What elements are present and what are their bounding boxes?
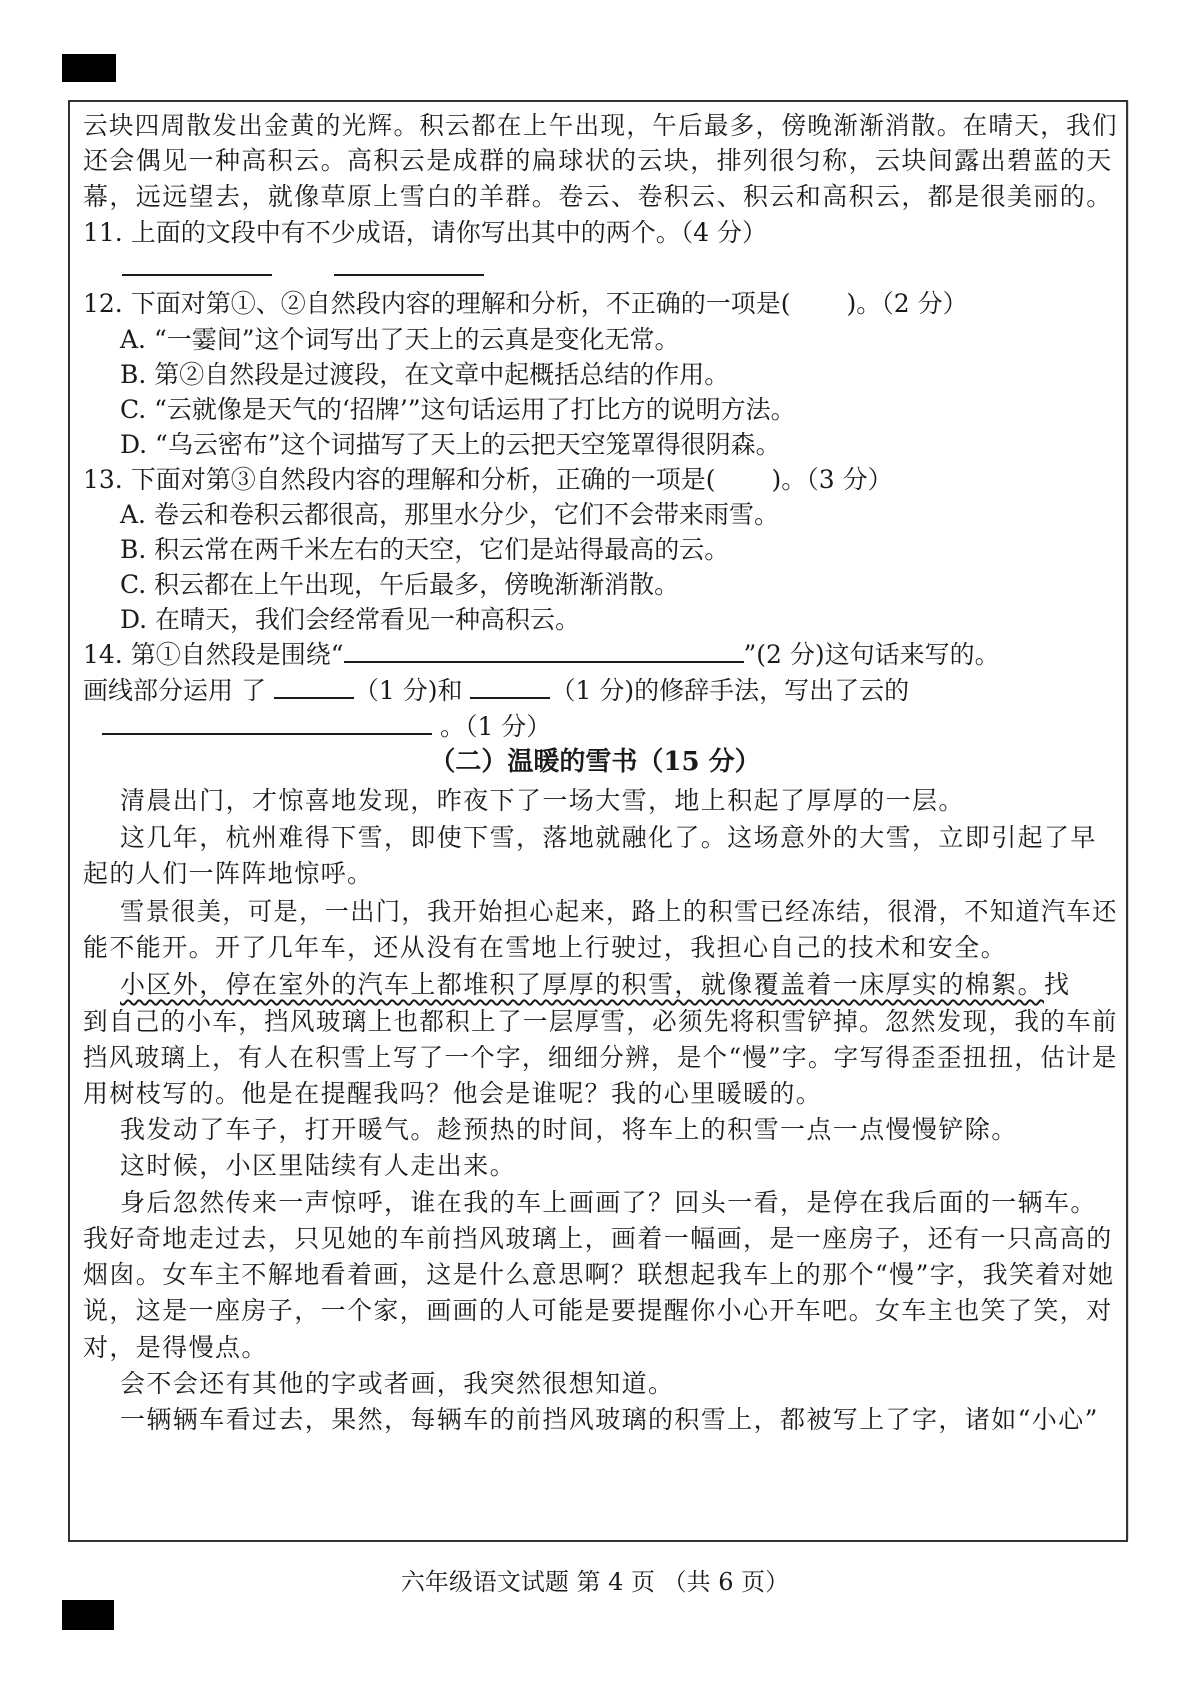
paragraph-text: 找: [1044, 970, 1071, 999]
question-12: [83, 289, 968, 319]
q13-option-a: A. 卷云和卷积云都很高，那里水分少，它们不会带来雨雪。: [120, 500, 779, 529]
passage-line: 幕，远远望去，就像草原上雪白的羊群。卷云、卷积云、积云和高积云，都是很美丽的。: [83, 182, 1113, 211]
question-14-line-3: [102, 712, 551, 742]
question-14-line-1: [83, 640, 1000, 670]
q12-option-c: C. “云就像是天气的‘招牌’”这句话运用了打比方的说明方法。: [120, 395, 796, 424]
registration-mark-top: [62, 54, 116, 82]
q14-text-1: 14. 第①自然段是围绕“: [83, 640, 344, 669]
question-11: 11. 上面的文段中有不少成语，请你写出其中的两个。（4 分）: [83, 218, 768, 247]
q12-option-b: B. 第②自然段是过渡段，在文章中起概括总结的作用。: [120, 360, 730, 389]
question-13: [83, 465, 893, 495]
paragraph-line: 我发动了车子，打开暖气。趁预热的时间，将车上的积雪一点一点慢慢铲除。: [120, 1115, 1018, 1144]
q14-blank-sentence[interactable]: [344, 641, 744, 663]
paragraph-line: 烟囱。女车主不解地看着画，这是什么意思啊？联想起我车上的那个“慢”字，我笑着对她: [83, 1260, 1115, 1289]
paragraph-line: 挡风玻璃上，有人在积雪上写了一个字，细细分辨，是个“慢”字。字写得歪歪扭扭，估计是: [83, 1043, 1118, 1072]
q14-text-6: 。（1 分）: [439, 712, 552, 741]
underlined-sentence: 小区外，停在室外的汽车上都堆积了厚厚的积雪，就像覆盖着一床厚实的棉絮。: [120, 970, 1045, 999]
q14-text-4: （1 分)和: [353, 676, 463, 705]
q14-text-5: （1 分)的修辞手法，写出了云的: [550, 676, 910, 705]
paragraph-line: [120, 970, 1070, 1000]
paragraph-line: 用树枝写的。他是在提醒我吗？他会是谁呢？我的心里暖暖的。: [83, 1079, 823, 1108]
q14-blank-description[interactable]: [102, 713, 432, 735]
q14-blank-rhetoric-1[interactable]: [274, 677, 354, 699]
q14-text-3: 画线部分运用 了: [83, 676, 266, 705]
paragraph-line: 清晨出门，才惊喜地发现，昨夜下了一场大雪，地上积起了厚厚的一层。: [120, 786, 965, 815]
q11-blank-2[interactable]: [334, 254, 484, 276]
paragraph-line: 对，是得慢点。: [83, 1333, 268, 1362]
q11-blank-1[interactable]: [122, 254, 272, 276]
paragraph-line: 会不会还有其他的字或者画，我突然很想知道。: [120, 1369, 675, 1398]
q13-option-b: B. 积云常在两千米左右的天空，它们是站得最高的云。: [120, 535, 730, 564]
q12-option-a: A. “一霎间”这个词写出了天上的云真是变化无常。: [120, 325, 680, 354]
paragraph-line: 我好奇地走过去，只见她的车前挡风玻璃上，画着一幅画，是一座房子，还有一只高高的: [83, 1224, 1113, 1253]
registration-mark-bottom: [62, 1600, 114, 1630]
paragraph-line: 到自己的小车，挡风玻璃上也都积上了一层厚雪，必须先将积雪铲掉。忽然发现，我的车前: [83, 1007, 1118, 1036]
passage-line: 云块四周散发出金黄的光辉。积云都在上午出现，午后最多，傍晚渐渐消散。在晴天，我们: [83, 111, 1118, 140]
q13-option-c: C. 积云都在上午出现，午后最多，傍晚渐渐消散。: [120, 570, 680, 599]
question-14-line-2: [83, 676, 909, 706]
q12-option-d: D. “乌云密布”这个词描写了天上的云把天空笼罩得很阴森。: [120, 430, 781, 459]
passage-line: 还会偶见一种高积云。高积云是成群的扁球状的云块，排列很匀称，云块间露出碧蓝的天: [83, 146, 1113, 175]
q14-text-2: ”(2 分)这句话来写的。: [743, 640, 1000, 669]
paragraph-line: 起的人们一阵阵地惊呼。: [83, 859, 374, 888]
paragraph-line: 雪景很美，可是，一出门，我开始担心起来，路上的积雪已经冻结，很滑，不知道汽车还: [120, 897, 1118, 926]
q13-option-d: D. 在晴天，我们会经常看见一种高积云。: [120, 605, 581, 634]
paragraph-line: 说，这是一座房子，一个家，画画的人可能是要提醒你小心开车吧。女车主也笑了笑，对: [83, 1296, 1113, 1325]
section-title: （二）温暖的雪书（15 分）: [429, 747, 761, 777]
q13-points: )。（3 分）: [771, 465, 893, 494]
q11-answer-blanks: [122, 253, 484, 283]
page-footer: 六年级语文试题 第 4 页 （共 6 页）: [400, 1568, 790, 1596]
paragraph-line: 身后忽然传来一声惊呼，谁在我的车上画画了？回头一看，是停在我后面的一辆车。: [120, 1188, 1097, 1217]
q13-stem: 13. 下面对第③自然段内容的理解和分析，正确的一项是(: [83, 465, 716, 494]
paragraph-line: 这几年，杭州难得下雪，即使下雪，落地就融化了。这场意外的大雪，立即引起了早: [120, 823, 1097, 852]
paragraph-line: 能不能开。开了几年车，还从没有在雪地上行驶过，我担心自己的技术和安全。: [83, 933, 1008, 962]
q12-stem: 12. 下面对第①、②自然段内容的理解和分析，不正确的一项是(: [83, 289, 791, 318]
q12-points: )。（2 分）: [846, 289, 968, 318]
q14-blank-rhetoric-2[interactable]: [470, 677, 550, 699]
paragraph-line: 一辆辆车看过去，果然，每辆车的前挡风玻璃的积雪上，都被写上了字，诸如“小心”: [120, 1405, 1099, 1434]
paragraph-line: 这时候，小区里陆续有人走出来。: [120, 1151, 517, 1180]
